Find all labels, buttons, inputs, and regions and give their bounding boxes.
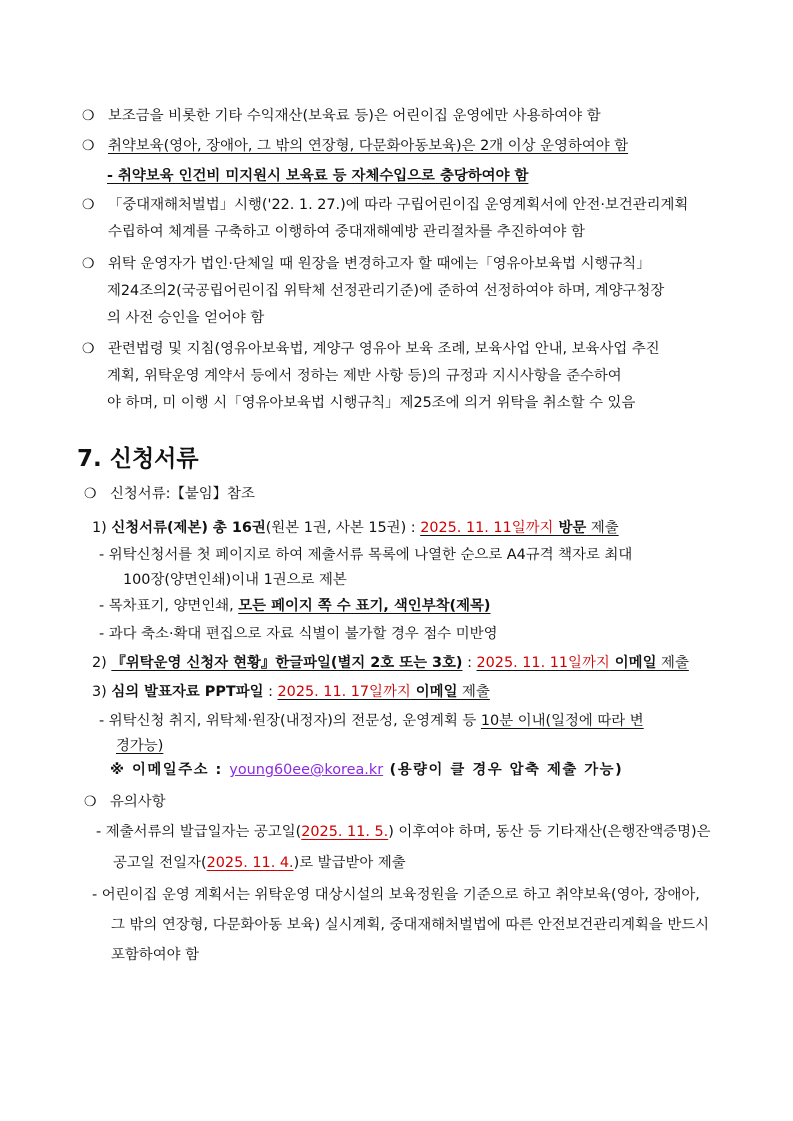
note-text: 공고일 전일자( <box>113 855 207 871</box>
submit-word: 제출 <box>656 655 689 671</box>
document-item-1 <box>92 518 619 538</box>
note-text: )로 발급받아 제출 <box>293 855 406 871</box>
document-item-3 <box>92 682 490 702</box>
note-item: - 어린이집 운영 계획서는 위탁운영 대상시설의 보육정원을 기준으로 하고 취약보육(영아, 장애아, <box>92 887 700 903</box>
circle-bullet-icon: ❍ <box>84 486 97 502</box>
email-link[interactable]: young60ee@korea.kr <box>229 762 384 778</box>
note-item-cont: 그 밖의 연장형, 다문화아동 보육) 실시계획, 중대재해처벌법에 따른 안전보건관리계획을 반드시 <box>111 917 710 933</box>
item-colon: : <box>462 655 477 671</box>
condition-text: 관련법령 및 지침(영유아보육법, 계양구 영유아 보육 조례, 보육사업 안내, 보육사업 추진 <box>108 341 660 357</box>
note-item-cont: 포함하여야 함 <box>111 947 199 963</box>
condition-text: 취약보육(영아, 장애아, 그 밖의 연장형, 다문화아동보육)은 2개 이상 운영하여야 함 <box>108 138 629 154</box>
condition-text-cont: 야 하며, 미 이행 시「영유아보육법 시행규칙」제25조에 의거 위탁을 취소할 수 있음 <box>107 395 636 411</box>
item-note <box>99 596 490 616</box>
note-item-cont <box>113 853 406 873</box>
deadline-date: 2025. 11. 11일까지 <box>476 655 610 671</box>
item-title: 심의 발표자료 PPT파일 <box>111 684 264 700</box>
condition-subtext: - 취약보육 인건비 미지원시 보육료 등 자체수입으로 충당하여야 함 <box>107 168 529 184</box>
condition-text-cont: 제24조의2(국공립어린이집 위탁체 선정관리기준)에 준하여 선정하여야 하며, 계양구청장 <box>107 283 665 299</box>
documents-intro-text: 신청서류:【붙임】참조 <box>110 486 255 502</box>
note-text: ) 이후여야 하며, 동산 등 기타재산(은행잔액증명)은 <box>388 824 711 840</box>
circle-bullet-icon: ❍ <box>82 138 95 154</box>
section-heading: 7. 신청서류 <box>77 446 199 472</box>
item-number: 2) <box>92 655 107 671</box>
item-note-emphasis: 모든 페이지 쪽 수 표기, 색인부착(제목) <box>238 598 491 614</box>
item-note-text: - 목차표기, 양면인쇄, <box>99 598 239 614</box>
email-line <box>110 760 623 780</box>
condition-text: 보조금을 비롯한 기타 수익재산(보육료 등)은 어린이집 운영에만 사용하여야 함 <box>108 108 601 124</box>
item-note <box>99 711 644 731</box>
condition-text: 위탁 운영자가 법인·단체일 때 원장을 변경하고자 할 때에는「영유아보육법 시행규칙」 <box>108 256 651 272</box>
item-note-emphasis: 10분 이내(일정에 따라 변 <box>480 713 644 729</box>
documents-intro <box>84 484 255 504</box>
condition-text-cont: 계획, 위탁운영 계약서 등에서 정하는 제반 사항 등)의 규정과 지시사항을 준수하여 <box>107 368 622 384</box>
deadline-date: 2025. 11. 11일까지 <box>420 520 554 536</box>
circle-bullet-icon: ❍ <box>82 256 95 272</box>
condition-item <box>82 254 651 274</box>
condition-item <box>82 195 688 215</box>
condition-item <box>82 136 628 156</box>
item-note-text: - 위탁신청 취지, 위탁체·원장(내정자)의 전문성, 운영계획 등 <box>99 713 481 729</box>
item-note-cont: 100장(양면인쇄)이내 1권으로 제본 <box>123 572 347 588</box>
item-title: 『위탁운영 신청자 현황』한글파일(별지 2호 또는 3호) <box>111 655 463 671</box>
condition-item <box>82 106 601 126</box>
circle-bullet-icon: ❍ <box>82 341 95 357</box>
submit-method: 이메일 <box>410 684 458 700</box>
notes-title: 유의사항 <box>110 794 166 810</box>
condition-text-cont: 의 사전 승인을 얻어야 함 <box>107 310 265 326</box>
item-title: 신청서류(제본) 총 16권 <box>111 520 266 536</box>
note-item <box>96 822 711 842</box>
submit-method: 방문 <box>553 520 587 536</box>
condition-item <box>82 339 660 359</box>
note-date: 2025. 11. 5. <box>301 824 389 840</box>
condition-text-cont: 수립하여 체계를 구축하고 이행하여 중대재해예방 관리절차를 추진하여야 함 <box>108 224 585 240</box>
circle-bullet-icon: ❍ <box>84 794 97 810</box>
item-number: 1) <box>92 520 107 536</box>
item-colon: : <box>263 684 278 700</box>
email-label: ※ 이메일주소 : <box>110 762 230 778</box>
note-text: - 제출서류의 발급일자는 공고일( <box>96 824 302 840</box>
notes-header <box>84 792 166 812</box>
condition-text: 「중대재해처벌법」시행('22. 1. 27.)에 따라 구립어린이집 운영계획서에 안전·보건관리계획 <box>108 197 689 213</box>
item-note: - 위탁신청서를 첫 페이지로 하여 제출서류 목록에 나열한 순으로 A4규격 책자로 최대 <box>99 547 633 563</box>
circle-bullet-icon: ❍ <box>82 108 95 124</box>
item-note: - 과다 축소·확대 편집으로 자료 식별이 불가할 경우 점수 미반영 <box>99 626 498 642</box>
document-item-2 <box>92 653 689 673</box>
item-note-cont: 경가능) <box>116 738 164 754</box>
submit-word: 제출 <box>586 520 619 536</box>
submit-word: 제출 <box>457 684 490 700</box>
submit-method: 이메일 <box>609 655 657 671</box>
item-detail: (원본 1권, 사본 15권) : <box>265 520 421 536</box>
deadline-date: 2025. 11. 17일까지 <box>277 684 411 700</box>
email-note: (용량이 클 경우 압축 제출 가능) <box>383 762 624 778</box>
note-date: 2025. 11. 4. <box>206 855 294 871</box>
item-number: 3) <box>92 684 107 700</box>
circle-bullet-icon: ❍ <box>82 197 95 213</box>
